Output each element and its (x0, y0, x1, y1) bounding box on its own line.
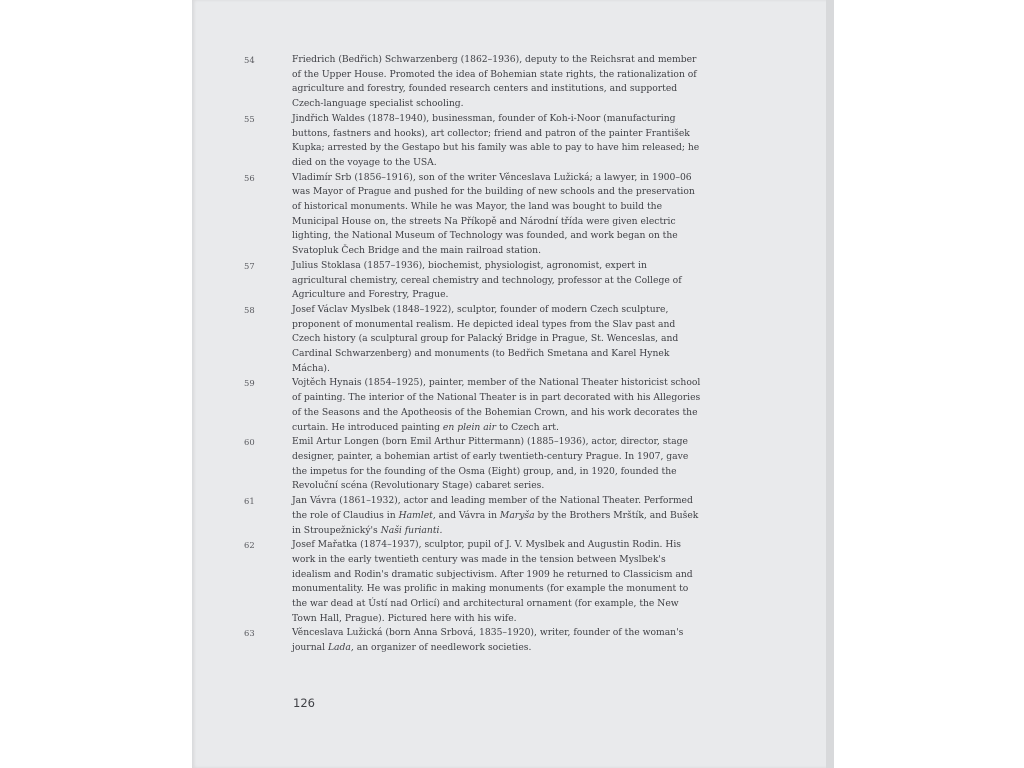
note-text (292, 494, 704, 538)
note-number: 58 (244, 304, 255, 315)
note-text-run: to Czech art. (496, 421, 559, 433)
note-item (244, 303, 704, 377)
note-text-italic: Naši furianti. (380, 524, 443, 536)
note-item (244, 435, 704, 494)
note-text-italic: Lada, (327, 642, 354, 654)
note-text (292, 538, 704, 626)
note-text-run: Julius Stoklasa (1857–1936), biochemist, physiologist, agronomist, expert in agricultural chemistry, cereal chemistry and technology, professor at the College of Agriculture and Forestry, Prague. (292, 259, 682, 301)
note-text-run: Věnceslava Lužická (born Anna Srbová, 1835–1920), writer, founder of the woman's journal (292, 627, 684, 654)
note-text-italic: Maryša (499, 509, 535, 521)
page-edge (826, 0, 834, 768)
notes-list (244, 53, 704, 656)
note-number: 61 (244, 496, 255, 507)
note-item (244, 259, 704, 303)
note-number: 60 (244, 437, 255, 448)
note-number: 63 (244, 628, 255, 639)
note-item (244, 53, 704, 112)
note-text (292, 435, 704, 494)
note-text (292, 171, 704, 259)
note-text (292, 626, 704, 655)
note-item (244, 112, 704, 171)
note-text (292, 376, 704, 435)
note-item (244, 494, 704, 538)
note-text (292, 259, 704, 303)
note-number: 55 (244, 113, 255, 124)
note-text-run: by the Brothers Mrštík, and Bušek in Stroupežnický's (292, 509, 699, 536)
note-text-run: Vojtěch Hynais (1854–1925), painter, member of the National Theater historicist school of painting. The interior of the National Theater is in part decorated with his Allegories of the Seasons and the Apotheosis of the Bohemian Crown, and his work decorates the curtain. He introduced painting (292, 377, 701, 433)
note-text-run: Friedrich (Bedřich) Schwarzenberg (1862–1936), deputy to the Reichsrat and member of the Upper House. Promoted the idea of Bohemian state rights, the rationalization of agriculture and forestry, founded research centers and institutions, and supported Czech-language specialist schooling. (292, 54, 697, 110)
note-text-run: and Vávra in (435, 509, 500, 521)
note-text-run: Emil Artur Longen (born Emil Arthur Pittermann) (1885–1936), actor, director, stage designer, painter, a bohemian artist of early twentieth-century Prague. In 1907, gave the impetus for the founding of the Osma (Eight) group, and, in 1920, founded the Revoluční scéna (Revolutionary Stage) cabaret series. (292, 436, 689, 492)
note-text-italic: Hamlet, (398, 509, 436, 521)
note-number: 54 (244, 55, 255, 65)
note-text-italic: en plein air (442, 421, 497, 433)
page-number: 126 (293, 696, 315, 710)
book-page (192, 0, 834, 768)
note-text-run: Vladimír Srb (1856–1916), son of the writer Věnceslava Lužická; a lawyer, in 1900–06 was Mayor of Prague and pushed for the building of new schools and the preservation of historical monuments. While he was Mayor, the land was bought to build the Municipal House on, the streets Na Příkopě and Národní třída were given electric lighting, the National Museum of Technology was founded, and work began on the Svatopluk Čech Bridge and the main railroad station. (292, 171, 695, 257)
note-text-run: an organizer of needlework societies. (353, 642, 532, 654)
note-text-run: Josef Václav Myslbek (1848–1922), sculptor, founder of modern Czech sculpture, proponent of monumental realism. He depicted ideal types from the Slav past and Czech history (a sculptural group for Palacký Bridge in Prague, St. Wenceslas, and Cardinal Schwarzenberg) and monuments (to Bedřich Smetana and Karel Hynek Mácha). (292, 303, 679, 374)
note-text-run: Jan Vávra (1861–1932), actor and leading member of the National Theater. Performed the role of Claudius in (292, 495, 693, 521)
note-text-run: Josef Mařatka (1874–1937), sculptor, pupil of J. V. Myslbek and Augustin Rodin. His work in the early twentieth century was made in the tension between Myslbek's idealism and Rodin's dramatic subjectivism. After 1909 he returned to Classicism and monumentality. He was prolific in making monuments (for example the monument to the war dead at Ústí nad Orlicí) and architectural ornament (for example, the New Town Hall, Prague). Pictured here with his wife. (292, 539, 693, 624)
note-text (292, 53, 704, 112)
note-text (292, 112, 704, 171)
note-item (244, 376, 704, 435)
note-item (244, 171, 704, 259)
note-number: 57 (244, 260, 255, 271)
note-item (244, 538, 704, 626)
note-text-run: Jindřich Waldes (1878–1940), businessman, founder of Koh-i-Noor (manufacturing buttons, fastners and hooks), art collector; friend and patron of the painter František Kupka; arrested by the Gestapo but his family was able to pay to have him released; he died on the voyage to the USA. (292, 112, 700, 168)
note-item (244, 626, 704, 655)
note-number: 56 (244, 172, 255, 183)
note-number: 59 (244, 378, 255, 389)
note-number: 62 (244, 540, 255, 551)
note-text (292, 303, 704, 377)
